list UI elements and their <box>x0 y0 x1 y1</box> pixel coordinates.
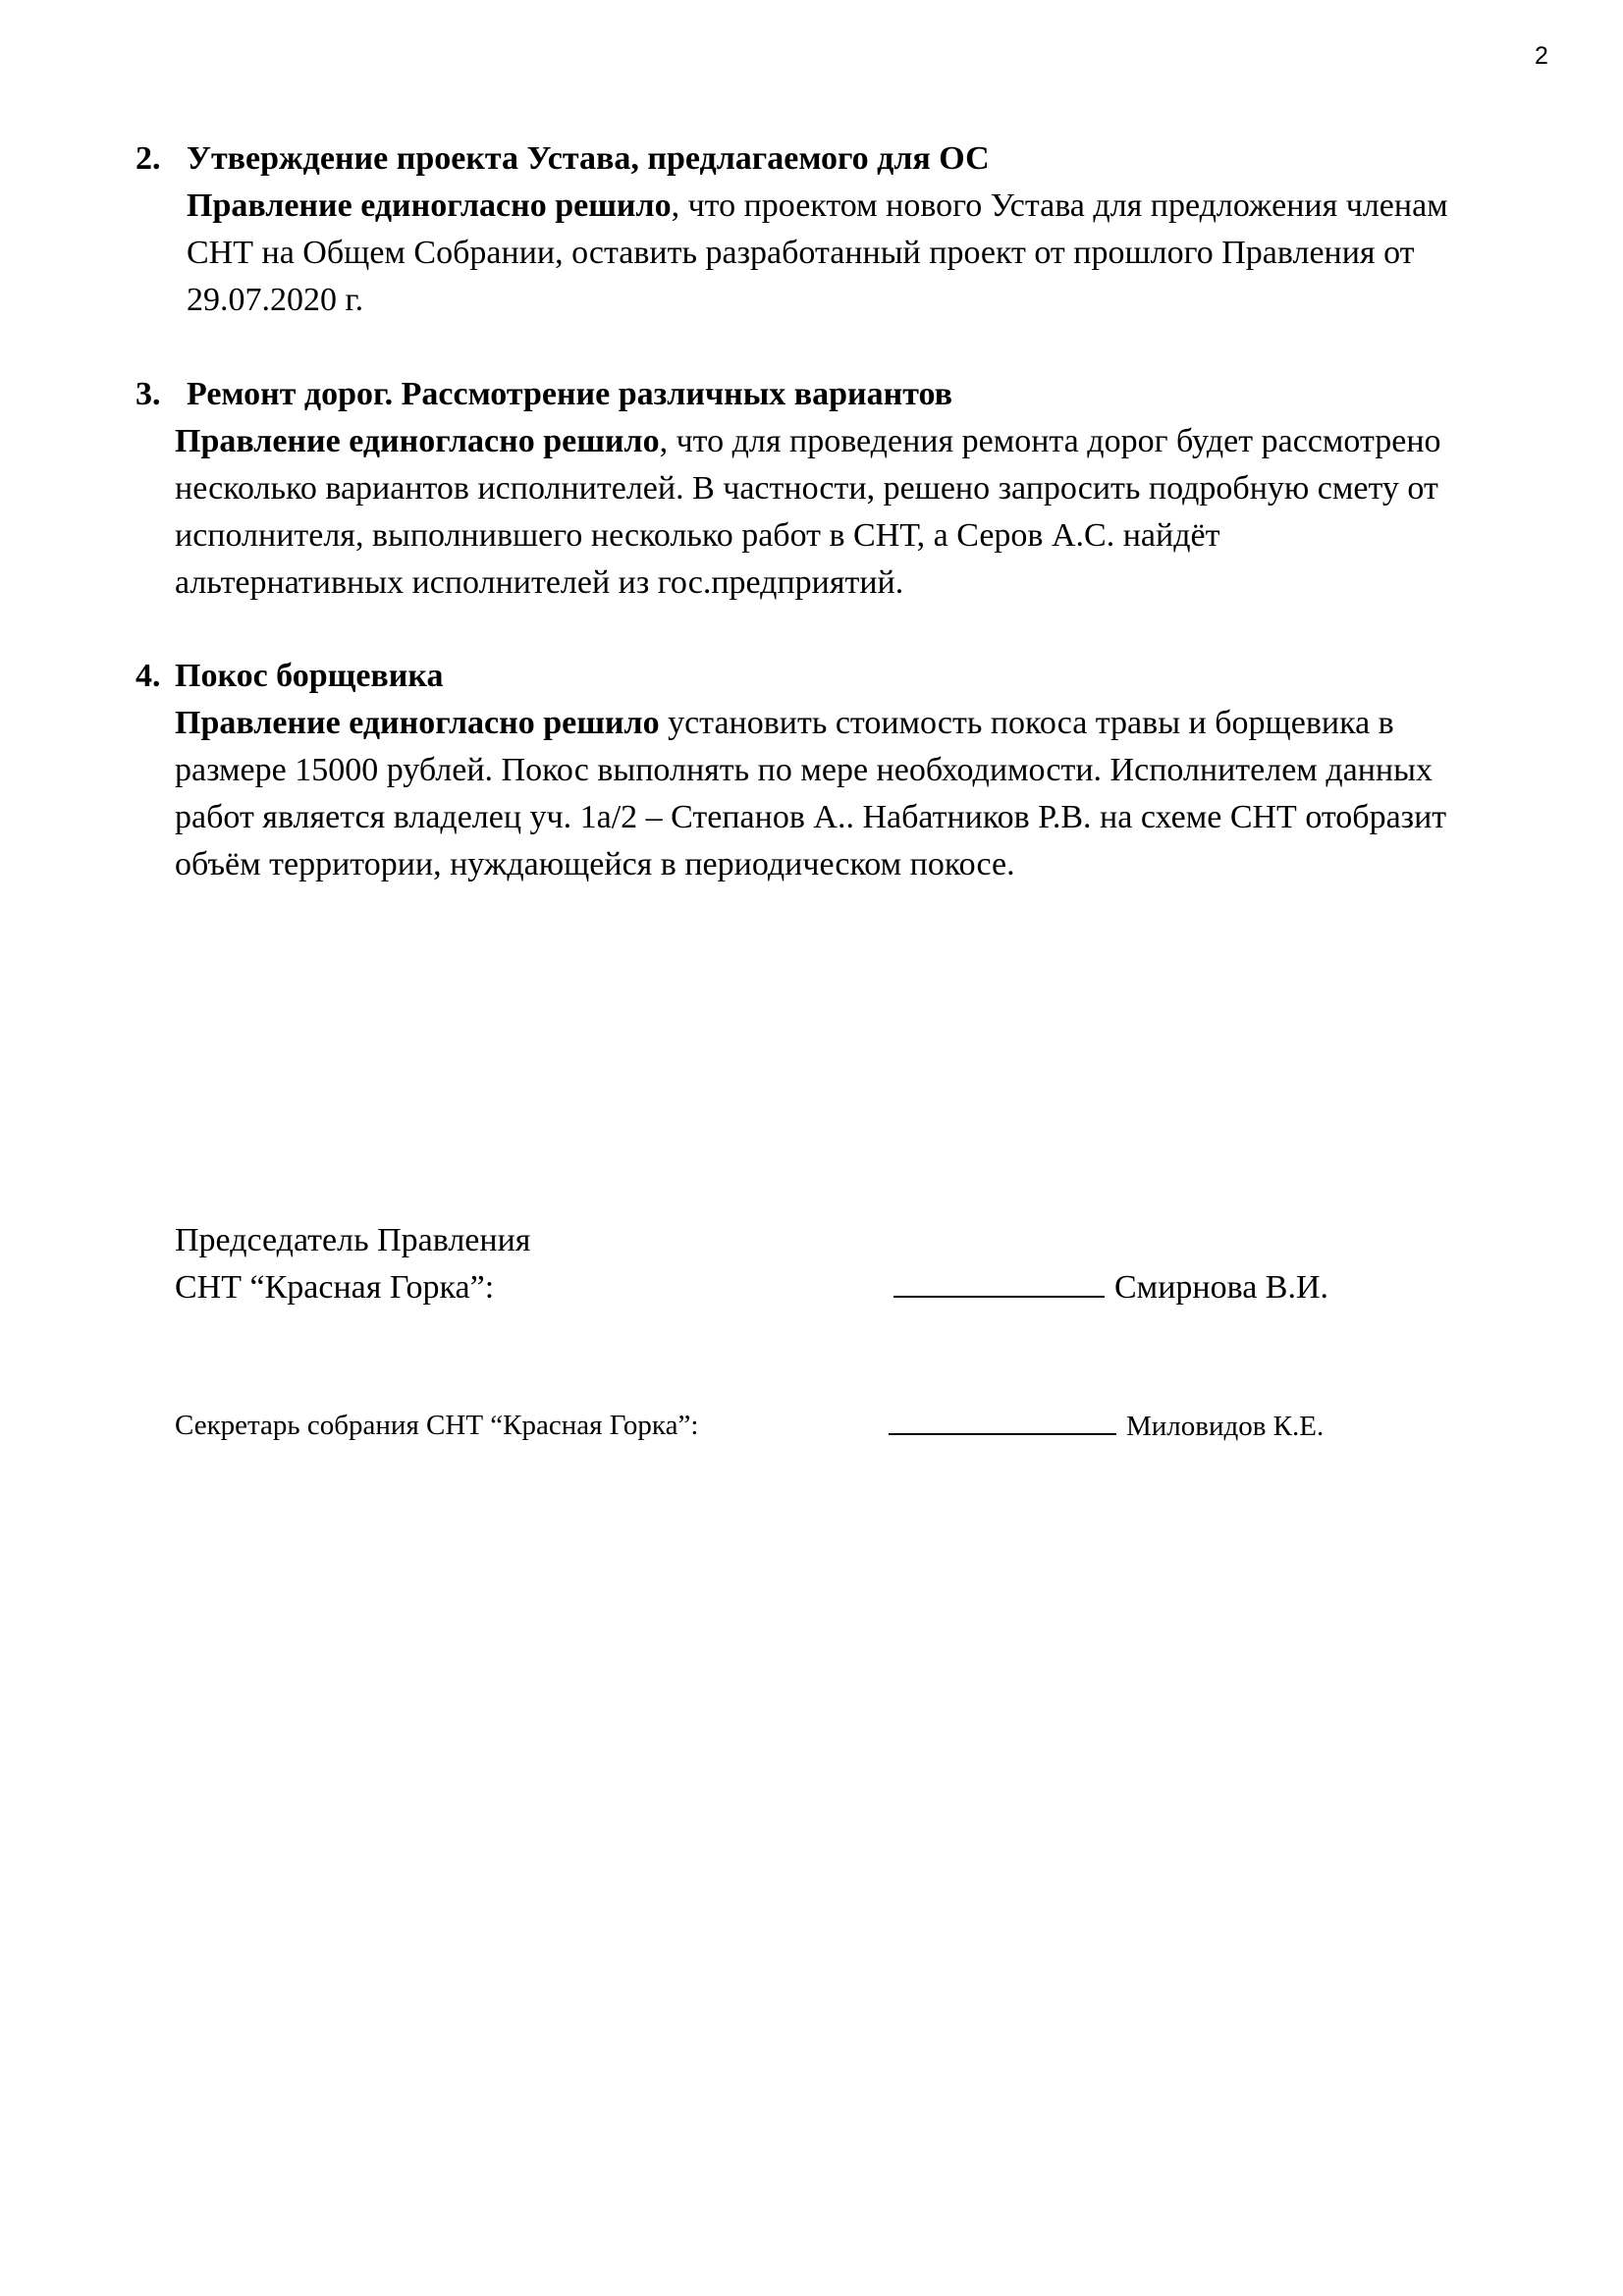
decision-lead: Правление единогласно решило <box>175 423 660 459</box>
decision-line <box>175 418 1549 465</box>
chair-name: Смирнова В.И. <box>1114 1269 1329 1306</box>
page-number: 2 <box>1535 42 1548 70</box>
agenda-item-decision <box>135 700 1549 888</box>
agenda-item-number: 4. <box>135 658 161 694</box>
decision-line: несколько вариантов исполнителей. В частности, решено запросить подробную смету от <box>175 470 1438 507</box>
agenda-item-2 <box>135 135 1549 324</box>
decision-lead: Правление единогласно решило <box>175 705 660 741</box>
secretary-name: Миловидов К.Е. <box>1126 1411 1325 1442</box>
decision-text: , что проектом нового Устава для предложения членам <box>671 187 1448 224</box>
decision-line: работ является владелец уч. 1а/2 – Степанов А.. Набатников Р.В. на схеме СНТ отобразит <box>175 799 1447 835</box>
secretary-signature-blank <box>889 1404 1116 1435</box>
decision-line: размере 15000 рублей. Покос выполнять по мере необходимости. Исполнителем данных <box>175 752 1433 788</box>
agenda-item-title: Ремонт дорог. Рассмотрение различных вариантов <box>187 376 952 412</box>
decision-lead: Правление единогласно решило <box>187 187 672 224</box>
decision-line: исполнителя, выполнившего несколько работ в СНТ, а Серов А.С. найдёт <box>175 517 1220 554</box>
agenda-item-title: Утверждение проекта Устава, предлагаемого для ОС <box>187 140 990 177</box>
decision-line: 29.07.2020 г. <box>187 282 364 318</box>
chair-signature-blank <box>893 1266 1105 1298</box>
agenda-item-number: 2. <box>135 140 161 177</box>
decision-line: СНТ на Общем Собрании, оставить разработанный проект от прошлого Правления от <box>187 235 1415 271</box>
agenda-item-3 <box>135 371 1549 607</box>
secretary-role: Секретарь собрания СНТ “Красная Горка”: <box>175 1410 699 1441</box>
agenda-item-heading <box>135 135 1549 183</box>
agenda-item-4 <box>135 653 1549 888</box>
chair-signature <box>893 1264 1328 1311</box>
agenda-item-heading <box>135 371 1549 418</box>
decision-text: установить стоимость покоса травы и борщевика в <box>659 705 1394 741</box>
agenda-item-heading <box>135 653 1549 700</box>
decision-line <box>175 700 1549 747</box>
agenda-item-decision <box>135 418 1549 607</box>
agenda-item-decision <box>135 183 1549 324</box>
chair-organization: СНТ “Красная Горка”: <box>175 1269 495 1306</box>
agenda-item-title: Покос борщевика <box>175 658 444 694</box>
decision-line: объём территории, нуждающейся в периодическом покосе. <box>175 846 1015 882</box>
decision-line <box>187 183 1549 230</box>
secretary-signature <box>889 1404 1324 1448</box>
decision-line: альтернативных исполнителей из гос.предприятий. <box>175 564 904 601</box>
decision-text: , что для проведения ремонта дорог будет рассмотрено <box>659 423 1441 459</box>
chair-role: Председатель Правления <box>175 1222 531 1258</box>
agenda-item-number: 3. <box>135 376 161 412</box>
